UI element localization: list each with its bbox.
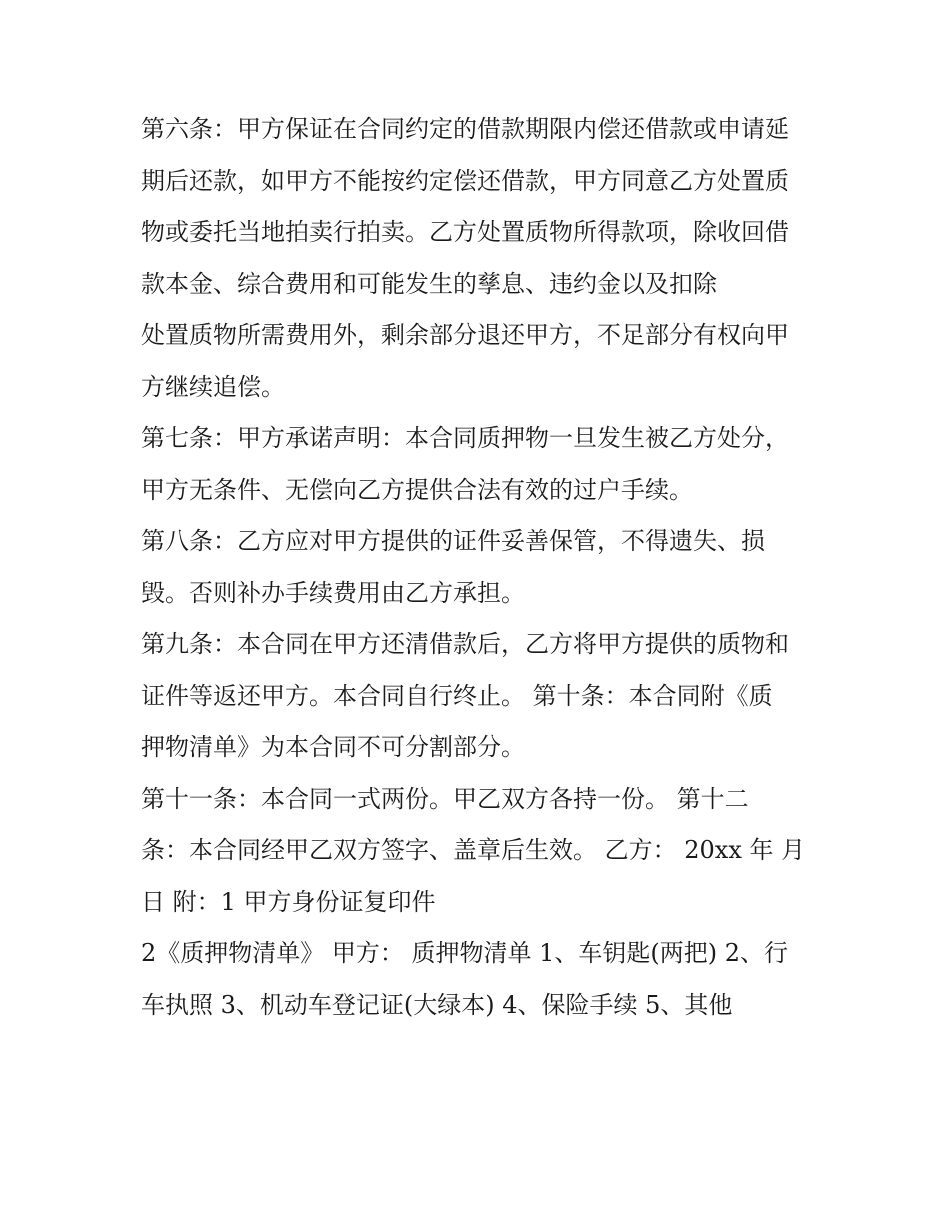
text-line: 期后还款，如甲方不能按约定偿还借款，甲方同意乙方处置质 — [141, 166, 789, 195]
text-line: 第九条：本合同在甲方还清借款后，乙方将甲方提供的质物和 — [141, 630, 789, 658]
text-line: 第七条：甲方承诺声明：本合同质押物一旦发生被乙方处分， — [141, 424, 789, 452]
text-line: 日 附：1 甲方身份证复印件 — [141, 887, 436, 916]
contract-body — [141, 104, 831, 1031]
text-line: 毁。否则补办手续费用由乙方承担。 — [141, 578, 525, 607]
text-line: 甲方无条件、无偿向乙方提供合法有效的过户手续。 — [141, 475, 693, 504]
text-line: 款本金、综合费用和可能发生的孳息、违约金以及扣除 — [141, 269, 717, 298]
text-line: 第十一条：本合同一式两份。甲乙双方各持一份。 第十二 — [141, 784, 749, 813]
text-line: 条：本合同经甲乙双方签字、盖章后生效。 乙方： 20xx 年 月 — [141, 836, 806, 864]
text-line: 车执照 3、机动车登记证(大绿本) 4、保险手续 5、其他 — [141, 990, 733, 1019]
text-line: 第八条：乙方应对甲方提供的证件妥善保管，不得遗失、损 — [141, 527, 765, 555]
text-line: 押物清单》为本合同不可分割部分。 — [141, 733, 525, 761]
text-line: 物或委托当地拍卖行拍卖。乙方处置质物所得款项，除收回借 — [141, 218, 789, 246]
text-line: 第六条：甲方保证在合同约定的借款期限内偿还借款或申请延 — [141, 115, 789, 143]
text-line: 方继续追偿。 — [141, 372, 285, 401]
text-line: 2《质押物清单》 甲方： 质押物清单 1、车钥匙(两把) 2、行 — [141, 939, 789, 967]
text-line: 处置质物所需费用外，剩余部分退还甲方，不足部分有权向甲 — [141, 321, 789, 349]
text-line: 证件等返还甲方。本合同自行终止。 第十条：本合同附《质 — [141, 681, 773, 710]
